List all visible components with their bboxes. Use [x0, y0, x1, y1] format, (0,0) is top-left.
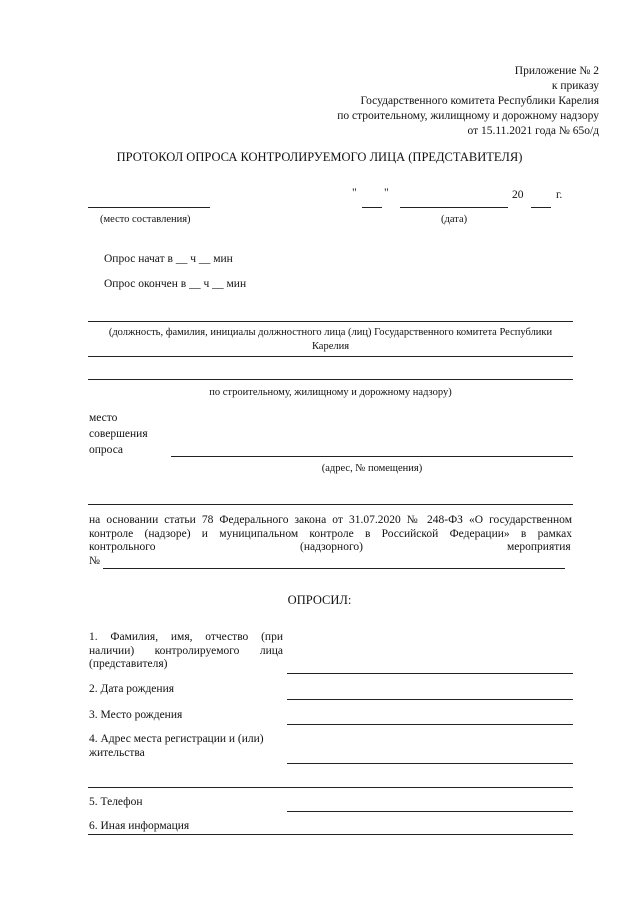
- field-2-label: 2. Дата рождения: [89, 683, 175, 695]
- survey-address-caption: (адрес, № помещения): [321, 463, 423, 474]
- field-5-input-line[interactable]: [287, 811, 573, 812]
- quote-close: ": [384, 187, 389, 199]
- year-line[interactable]: [531, 207, 551, 208]
- official-line-3[interactable]: [88, 379, 573, 380]
- surveyed-heading: ОПРОСИЛ:: [287, 593, 352, 607]
- survey-place-label-2: совершения: [89, 428, 148, 440]
- field-4-line-1: 4. Адрес места регистрации и (или): [89, 733, 264, 745]
- survey-place-label-3: опроса: [89, 444, 124, 456]
- field-4-line-2: жительства: [89, 747, 145, 759]
- basis-line-1: на основании статьи 78 Федерального закона от 31.07.2020 № 248-ФЗ «О государственном: [89, 514, 572, 526]
- survey-place-label: [89, 410, 148, 458]
- basis-line-3a: контрольного: [89, 541, 156, 553]
- basis-line-3c: мероприятия: [507, 541, 571, 553]
- official-line-1[interactable]: [88, 321, 573, 322]
- field-6-label: 6. Иная информация: [89, 820, 190, 832]
- official-caption-2: Карелия: [311, 341, 350, 352]
- field-2-input-line[interactable]: [287, 699, 573, 700]
- day-line[interactable]: [362, 207, 382, 208]
- basis-line-3b: (надзорного): [300, 541, 363, 553]
- year-suffix: г.: [556, 189, 563, 201]
- field-1-line-1: 1. Фамилия, имя, отчество (при: [89, 631, 283, 643]
- month-line[interactable]: [400, 207, 508, 208]
- survey-place-label-1: место: [89, 412, 118, 424]
- official-caption-1: (должность, фамилия, инициалы должностного лица (лиц) Государственного комитета Республики: [108, 327, 553, 338]
- field-4-input-line[interactable]: [287, 763, 573, 764]
- event-number-line[interactable]: [103, 568, 565, 569]
- field-1-input-line[interactable]: [287, 673, 573, 674]
- start-time: Опрос начат в __ ч __ мин: [104, 253, 233, 265]
- basis-line-2: контроле (надзоре) и муниципальном контроле в Российской Федерации» в рамках: [89, 528, 572, 540]
- field-1-line-3: (представителя): [89, 658, 168, 670]
- official-line-2[interactable]: [88, 356, 573, 357]
- date-caption: (дата): [441, 214, 468, 225]
- field-1-line-2: наличии) контролируемого лица: [89, 645, 283, 657]
- committee-name: Государственного комитета Республики Карелия: [360, 95, 599, 107]
- field-3-input-line[interactable]: [287, 724, 573, 725]
- year-prefix: 20: [512, 189, 524, 201]
- survey-address-line[interactable]: [171, 456, 573, 457]
- survey-extra-line[interactable]: [88, 504, 573, 505]
- official-caption-3: по строительному, жилищному и дорожному надзору): [209, 387, 452, 398]
- end-time: Опрос окончен в __ ч __ мин: [104, 278, 247, 290]
- order-reference: [337, 64, 599, 139]
- field-4-extra-line[interactable]: [88, 787, 573, 788]
- field-5-label: 5. Телефон: [89, 796, 143, 808]
- annex-number: Приложение № 2: [514, 65, 599, 77]
- field-3-label: 3. Место рождения: [89, 709, 183, 721]
- order-date-number: от 15.11.2021 года № 65о/д: [467, 125, 599, 137]
- field-6-input-line[interactable]: [88, 834, 573, 835]
- document-title: ПРОТОКОЛ ОПРОСА КОНТРОЛИРУЕМОГО ЛИЦА (ПРЕДСТАВИТЕЛЯ): [116, 150, 523, 164]
- place-caption: (место составления): [100, 214, 191, 225]
- quote-open: ": [352, 187, 357, 199]
- to-order: к приказу: [551, 80, 599, 92]
- basis-number-label: №: [89, 555, 100, 567]
- place-line[interactable]: [88, 207, 210, 208]
- supervision-name: по строительному, жилищному и дорожному надзору: [337, 110, 599, 122]
